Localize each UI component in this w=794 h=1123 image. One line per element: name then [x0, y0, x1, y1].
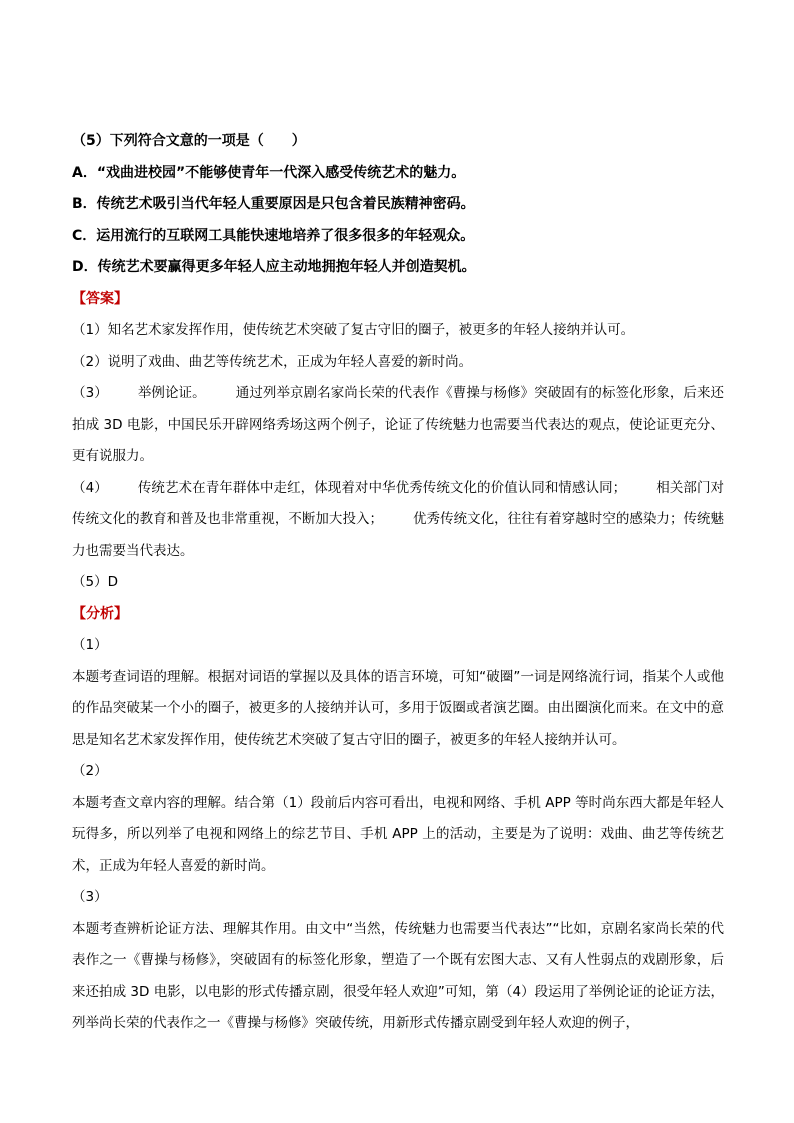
answer-heading: 【答案】 — [72, 290, 128, 307]
question-stem: （5）下列符合文意的一项是（ ） — [72, 133, 306, 149]
analysis-2-number: （2） — [72, 763, 108, 779]
answer-4-number: （4） — [72, 479, 108, 496]
analysis-3-number: （3） — [72, 889, 108, 905]
answer-5: （5）D — [72, 574, 118, 590]
option-c: C．运用流行的互联网工具能快速地培养了很多很多的年轻观众。 — [72, 227, 475, 244]
analysis-3-text: 本题考查辨析论证方法、理解其作用。由文中“当然，传统魅力也需要当代表达”“比如，京剧名家尚长荣的代表作之一《曹操与杨修》，突破固有的标签化形象，塑造了一个既有宏图大志、又有人性弱点的戏剧形象，后来还拍成 3D 电影，以电影的形式传播京剧，很受年轻人欢迎”可知，第（4）段运用了举例论证的论证方法，列举尚长荣的代表作之一《曹操与杨修》突破传统，用新形式传播京剧受到年轻人欢迎的例子， — [72, 920, 724, 1031]
answer-3-explanation: 通过列举京剧名家尚长荣的代表作《曹操与杨修》突破固有的标签化形象，后来还拍成 3D 电影，中国民乐开辟网络秀场这两个例子，论证了传统魅力也需要当代表达的观点，使论证更充分、更有说服力。 — [72, 385, 725, 464]
answer-3-number: （3） — [72, 385, 108, 401]
analysis-heading: 【分析】 — [72, 605, 128, 622]
answer-2: （2）说明了戏曲、曲艺等传统艺术，正成为年轻人喜爱的新时尚。 — [72, 353, 473, 370]
document-page — [72, 126, 724, 1040]
option-d: D．传统艺术要赢得更多年轻人应主动地拥抱年轻人并创造契机。 — [72, 259, 476, 275]
analysis-2-text: 本题考查文章内容的理解。结合第（1）段前后内容可看出，电视和网络、手机 APP 等时尚东西大都是年轻人玩得多，所以列举了电视和网络上的综艺节目、手机 APP 上的活动，主要是为了说明：戏曲、曲艺等传统艺术，正成为年轻人喜爱的新时尚。 — [72, 794, 724, 874]
answer-3 — [72, 378, 724, 473]
answer-1: （1）知名艺术家发挥作用，使传统艺术突破了复古守旧的圈子，被更多的年轻人接纳并认可。 — [72, 322, 635, 338]
analysis-1-text: 本题考查词语的理解。根据对词语的掌握以及具体的语言环境，可知“破圈”一词是网络流行词，指某个人或他的作品突破某一个小的圈子，被更多的人接纳并认可，多用于饭圈或者演艺圈。由出圈演化而来。在文中的意思是知名艺术家发挥作用，使传统艺术突破了复古守旧的圈子，被更多的年轻人接纳并认可。 — [72, 668, 724, 748]
analysis-1-number: （1） — [72, 637, 108, 653]
option-a: A．“戏曲进校园”不能够使青年一代深入感受传统艺术的魅力。 — [72, 164, 466, 181]
answer-4-point-2: 相关部门对传统文化的教育和普及也非常重视，不断加大投入； — [72, 479, 725, 527]
answer-4-point-1: 传统艺术在青年群体中走红，体现着对中华优秀传统文化的价值认同和情感认同； — [137, 479, 627, 496]
answer-4 — [72, 473, 724, 568]
option-b: B．传统艺术吸引当代年轻人重要原因是只包含着民族精神密码。 — [72, 196, 475, 212]
answer-4-point-3: 优秀传统文化，往往有着穿越时空的感染力；传统魅力也需要当代表达。 — [72, 511, 725, 559]
answer-3-method: 举例论证。 — [137, 385, 206, 401]
